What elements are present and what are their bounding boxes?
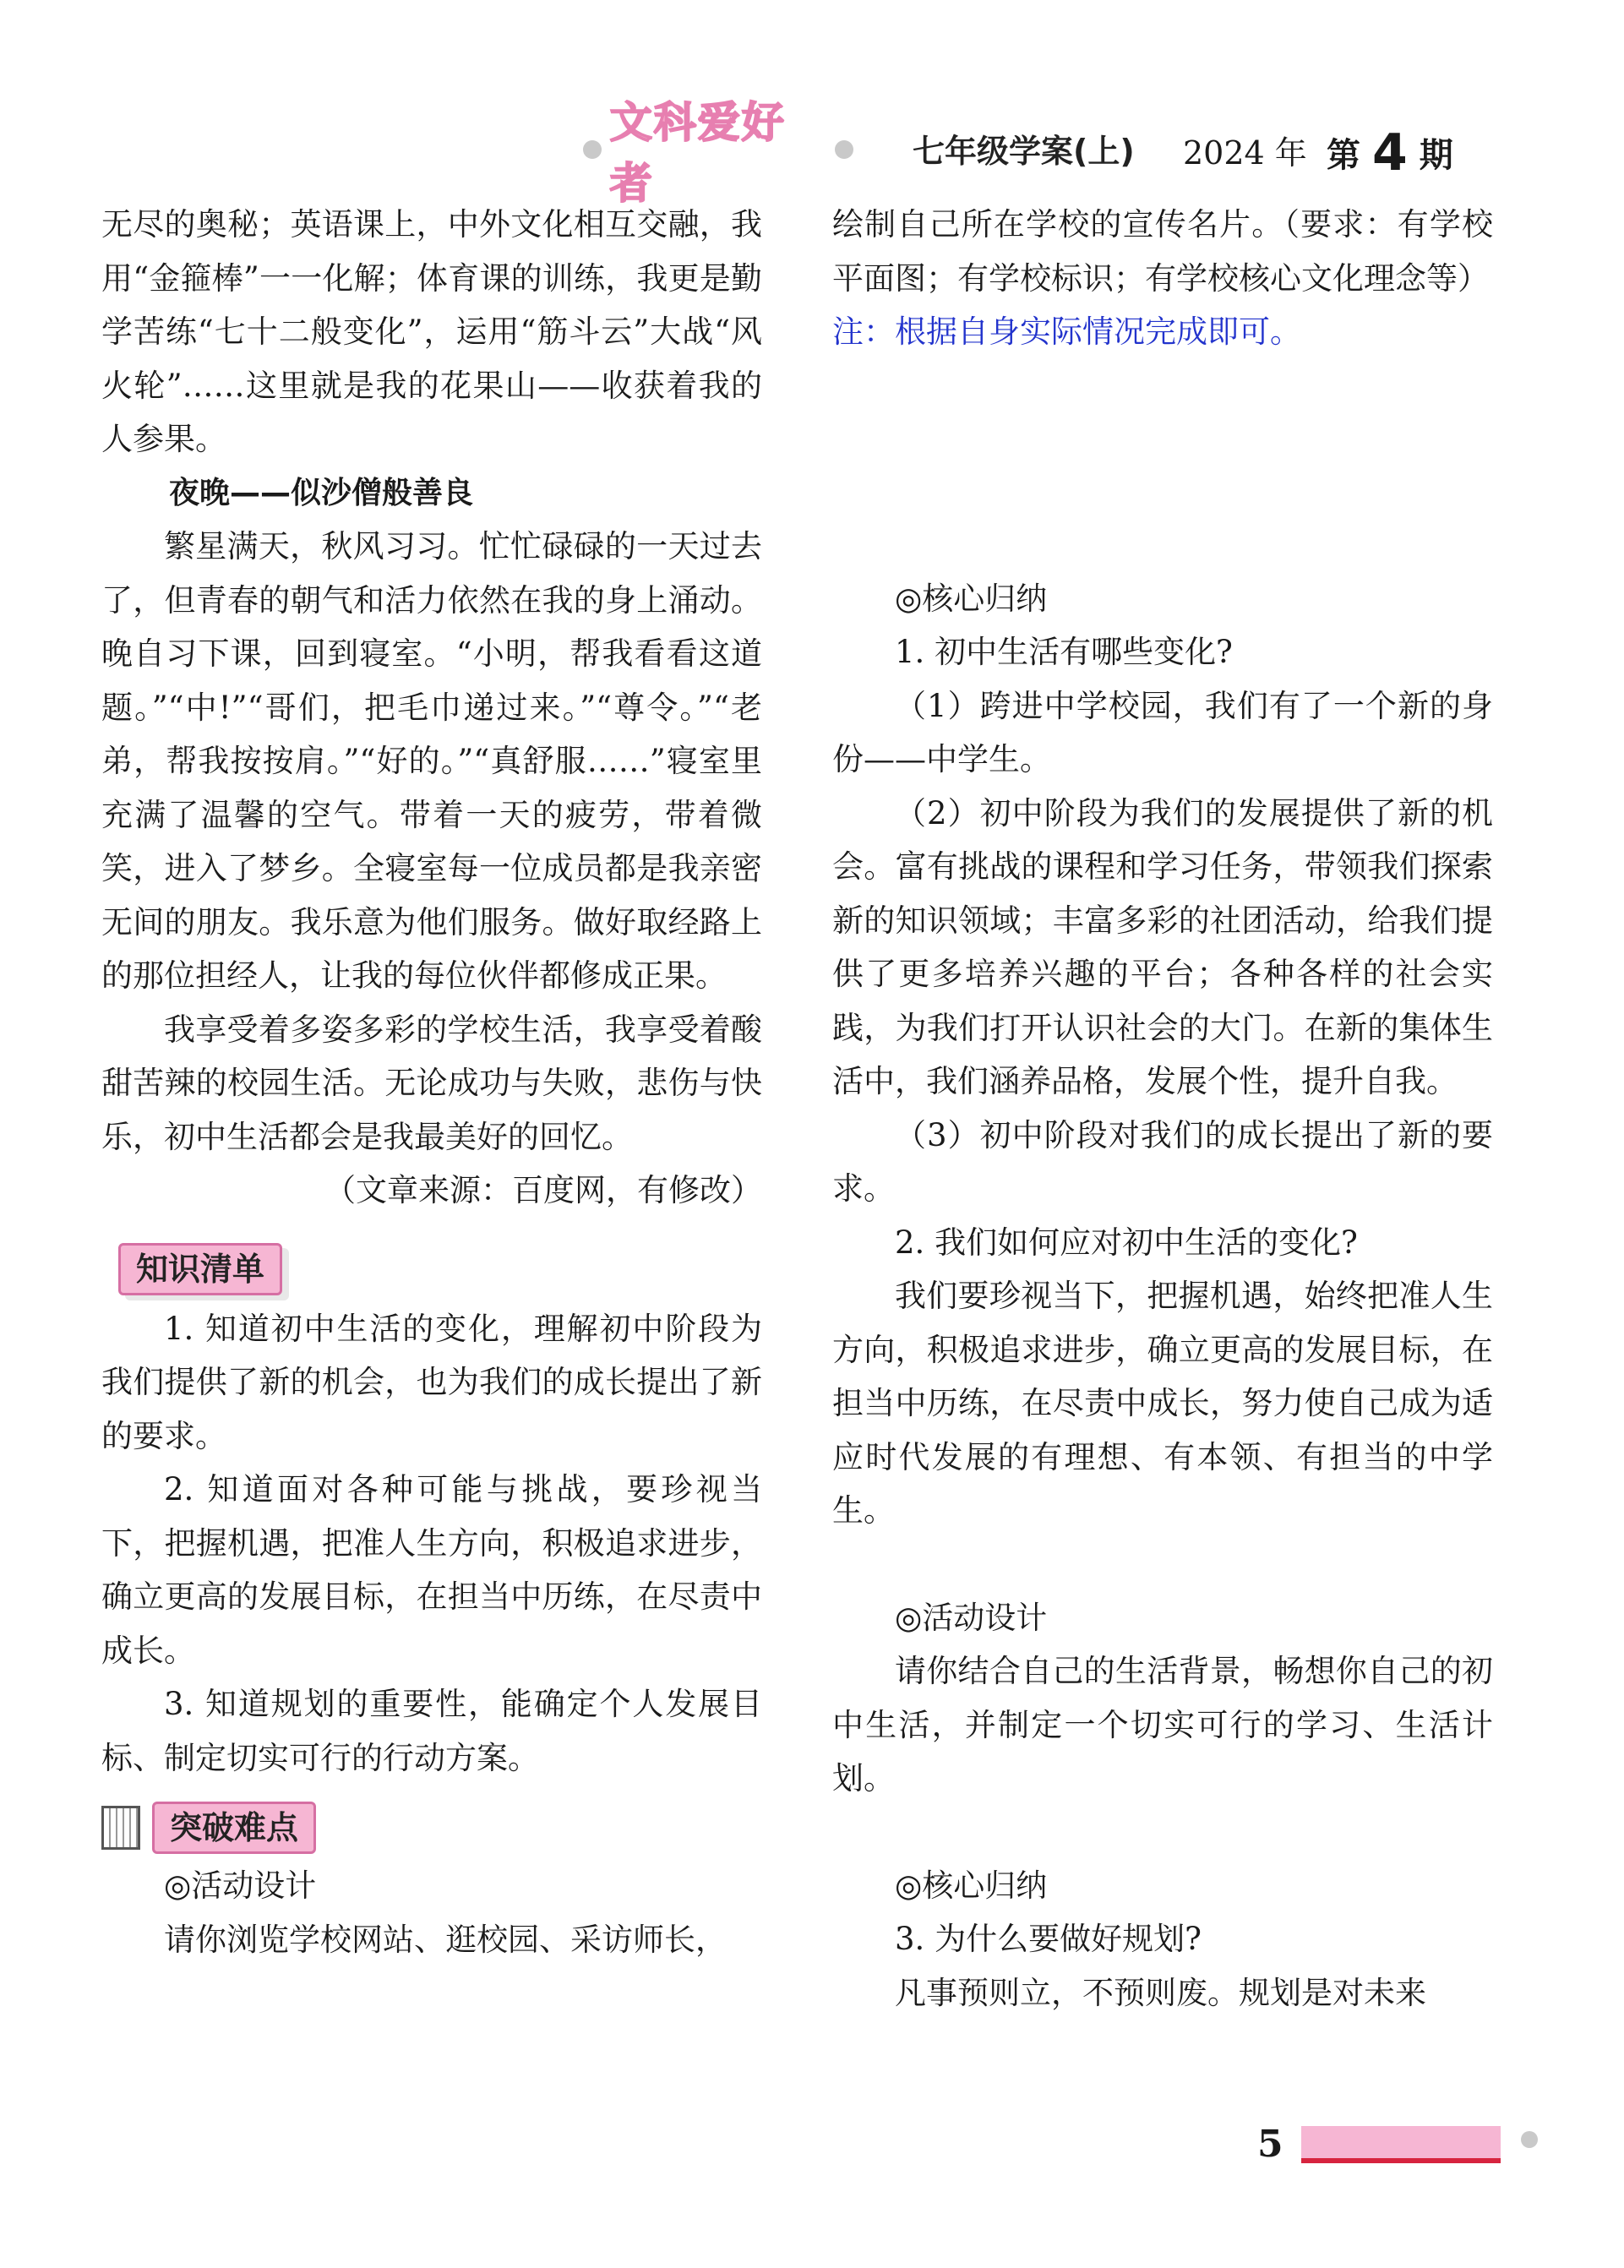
activity-heading: ◎活动设计 — [895, 1599, 1048, 1636]
grade-label: 七年级学案(上) — [913, 133, 1135, 170]
list-item: 2. 知道面对各种可能与挑战，要珍视当下，把握机遇，把准人生方向，积极追求进步，确立更高的发展目标，在担当中历练，在尽责中成长。 — [101, 1471, 762, 1669]
page-number: 5 — [1257, 2123, 1283, 2166]
left-column — [101, 198, 762, 1966]
answer: 凡事预则立，不预则废。规划是对未来 — [895, 1974, 1426, 2011]
question: 1. 初中生活有哪些变化? — [895, 634, 1233, 670]
blank-space — [832, 359, 1493, 572]
year-label: 2024 年 — [1183, 134, 1307, 172]
bullet-dot-icon — [583, 140, 602, 159]
section-title: 突破难点 — [152, 1802, 316, 1854]
question: 3. 为什么要做好规划? — [895, 1921, 1202, 1957]
list-item: 1. 知道初中生活的变化，理解初中阶段为我们提供了新的机会，也为我们的成长提出了新的要求。 — [101, 1310, 762, 1454]
footer-decoration — [1301, 2126, 1501, 2163]
answer: （3）初中阶段对我们的成长提出了新的要求。 — [832, 1116, 1493, 1207]
bullet-dot-icon — [835, 140, 853, 159]
page-header — [575, 98, 1555, 208]
section-title-breakthrough — [101, 1802, 762, 1854]
core-heading: ◎核心归纳 — [895, 1867, 1048, 1904]
blank-space — [832, 1806, 1493, 1859]
brand-logo — [575, 98, 862, 208]
bullet-dot-icon — [1521, 2131, 1538, 2148]
paragraph: 请你浏览学校网站、逛校园、采访师长， — [164, 1921, 727, 1958]
issue-label: 第 4 期 — [1327, 123, 1453, 183]
section-title-knowledge-list: 知识清单 — [118, 1243, 282, 1295]
answer: （1）跨进中学校园，我们有了一个新的身份——中学生。 — [832, 687, 1493, 777]
brand-title: 文科爱好者 — [609, 98, 786, 208]
issue-number: 4 — [1372, 123, 1408, 183]
paragraph: 繁星满天，秋风习习。忙忙碌碌的一天过去了，但青春的朝气和活力依然在我的身上涌动。晚自习下课，回到寝室。“小明，帮我看看这道题。”“中!”“哥们，把毛巾递过来。”“尊令。”“老弟，帮我按按肩。”“好的。”“真舒服……”寝室里充满了温馨的空气。带着一天的疲劳，带着微笑，进入了梦乡。全寝室每一位成员都是我亲密无间的朋友。我乐意为他们服务。做好取经路上的那位担经人，让我的每位伙伴都修成正果。 — [101, 528, 762, 994]
right-column — [832, 198, 1493, 2020]
blank-space — [832, 1538, 1493, 1591]
paragraph: 请你结合自己的生活背景，畅想你自己的初中生活，并制定一个切实可行的学习、生活计划。 — [832, 1653, 1493, 1796]
activity-heading: ◎活动设计 — [164, 1867, 317, 1904]
source-citation: （文章来源：百度网，有修改） — [324, 1172, 762, 1208]
calendar-icon — [101, 1806, 140, 1850]
answer: 我们要珍视当下，把握机遇，始终把准人生方向，积极追求进步，确立更高的发展目标，在担当中历练，在尽责中成长，努力使自己成为适应时代发展的有理想、有本领、有担当的中学生。 — [832, 1278, 1493, 1529]
question: 2. 我们如何应对初中生活的变化? — [895, 1224, 1358, 1261]
sub-heading: 夜晚——似沙僧般善良 — [169, 475, 474, 510]
answer: （2）初中阶段为我们的发展提供了新的机会。富有挑战的课程和学习任务，带领我们探索新的知识领域；丰富多彩的社团活动，给我们提供了更多培养兴趣的平台；各种各样的社会实践，为我们打开认识社会的大门。在新的集体生活中，我们涵养品格，发展个性，提升自我。 — [832, 794, 1493, 1099]
list-item: 3. 知道规划的重要性，能确定个人发展目标、制定切实可行的行动方案。 — [101, 1686, 762, 1776]
paragraph: 无尽的奥秘；英语课上，中外文化相互交融，我用“金箍棒”一一化解；体育课的训练，我更是勤学苦练“七十二般变化”，运用“筋斗云”大战“风火轮”……这里就是我的花果山——收获着我的人参果。 — [101, 206, 762, 457]
note: 注：根据自身实际情况完成即可。 — [832, 313, 1301, 350]
paragraph: 绘制自己所在学校的宣传名片。（要求：有学校平面图；有学校标识；有学校核心文化理念等） — [832, 206, 1493, 297]
core-heading: ◎核心归纳 — [895, 580, 1048, 617]
paragraph: 我享受着多姿多彩的学校生活，我享受着酸甜苦辣的校园生活。无论成功与失败，悲伤与快乐，初中生活都会是我最美好的回忆。 — [101, 1011, 762, 1155]
